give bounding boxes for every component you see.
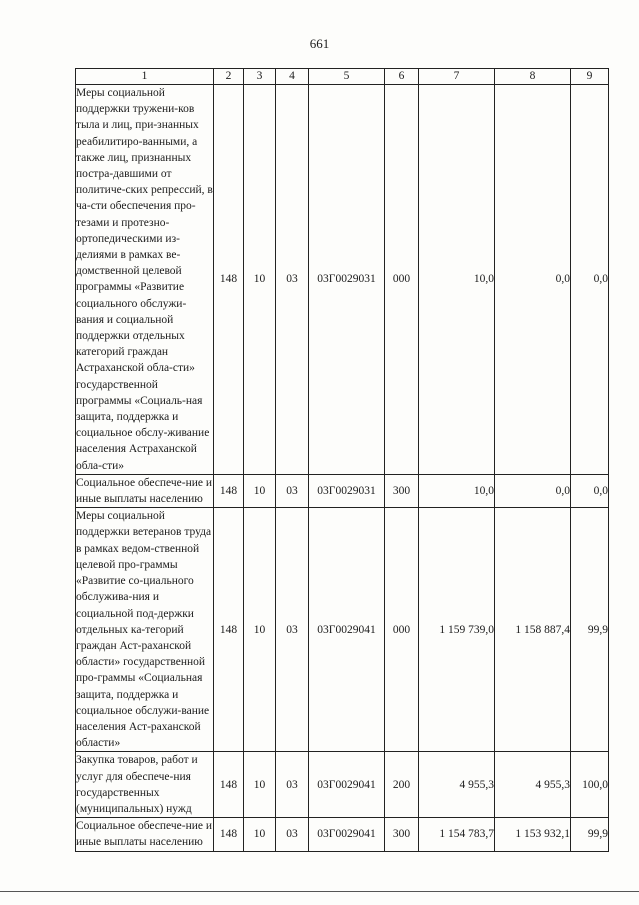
row-name-cell: Меры социальной поддержки ветеранов труда в рамках ведом-ственной целевой про-граммы «Развитие со-циального обслужива-ния и социальной под-держки отдельных ка-тегорий граждан Аст-раханской области» государственной про-граммы «Социальная защита, поддержка и социальное обслужи-вание населения Аст-раханской области»: [76, 508, 214, 752]
cell-subsection: 03: [276, 818, 309, 851]
cell-value-7: 10,0: [419, 474, 495, 507]
column-header: 4: [276, 69, 309, 85]
cell-subsection: 03: [276, 474, 309, 507]
cell-value-8: 1 153 932,1: [495, 818, 571, 851]
row-name-cell: Меры социальной поддержки тружени-ков тыла и лиц, при-знанных реабилитиро-ванными, а также лиц, признанных постра-давшими от политиче-ских репрессий, в ча-сти обеспечения про-тезами и протезно-ортопедическими из-делиями в рамках ве-домственной целевой программы «Развитие социального обслужи-вания и социальной поддержки отдельных категорий граждан Астраханской обла-сти» государственной программы «Социаль-ная защита, поддержка и социальное обслу-живание населения Астраханской обла-сти»: [76, 85, 214, 475]
cell-value-9: 0,0: [571, 474, 609, 507]
cell-section: 10: [244, 508, 276, 752]
cell-target-article: 03Г0029041: [309, 818, 385, 851]
cell-value-7: 1 159 739,0: [419, 508, 495, 752]
cell-value-7: 1 154 783,7: [419, 818, 495, 851]
cell-ministry-code: 148: [214, 818, 244, 851]
page-number: 661: [309, 36, 330, 51]
cell-value-9: 99,9: [571, 508, 609, 752]
header-row: [76, 69, 609, 85]
table-row: [76, 474, 609, 507]
cell-value-9: 0,0: [571, 85, 609, 475]
cell-target-article: 03Г0029031: [309, 85, 385, 475]
cell-subsection: 03: [276, 752, 309, 818]
cell-ministry-code: 148: [214, 474, 244, 507]
row-name-cell: Социальное обеспече-ние и иные выплаты населению: [76, 474, 214, 507]
cell-expense-type: 200: [385, 752, 419, 818]
budget-table: [75, 68, 609, 852]
cell-section: 10: [244, 474, 276, 507]
cell-expense-type: 300: [385, 474, 419, 507]
cell-target-article: 03Г0029041: [309, 752, 385, 818]
cell-section: 10: [244, 752, 276, 818]
cell-value-9: 99,9: [571, 818, 609, 851]
table-row: [76, 85, 609, 475]
row-name-cell: Закупка товаров, работ и услуг для обеспече-ния государственных (муниципальных) нужд: [76, 752, 214, 818]
cell-target-article: 03Г0029031: [309, 474, 385, 507]
row-name-cell: Социальное обеспече-ние и иные выплаты населению: [76, 818, 214, 851]
cell-ministry-code: 148: [214, 508, 244, 752]
cell-subsection: 03: [276, 85, 309, 475]
column-header: 8: [495, 69, 571, 85]
table-row: [76, 818, 609, 851]
cell-value-7: 10,0: [419, 85, 495, 475]
cell-expense-type: 000: [385, 508, 419, 752]
cell-value-8: 4 955,3: [495, 752, 571, 818]
cell-value-7: 4 955,3: [419, 752, 495, 818]
cell-ministry-code: 148: [214, 85, 244, 475]
cell-expense-type: 000: [385, 85, 419, 475]
cell-value-8: 0,0: [495, 85, 571, 475]
cell-value-8: 1 158 887,4: [495, 508, 571, 752]
cell-subsection: 03: [276, 508, 309, 752]
cell-section: 10: [244, 818, 276, 851]
page-bottom-divider: [0, 891, 639, 892]
cell-section: 10: [244, 85, 276, 475]
column-header: 3: [244, 69, 276, 85]
column-header: 9: [571, 69, 609, 85]
column-header: 6: [385, 69, 419, 85]
column-header: 1: [76, 69, 214, 85]
cell-ministry-code: 148: [214, 752, 244, 818]
table-row: [76, 752, 609, 818]
cell-expense-type: 300: [385, 818, 419, 851]
cell-value-8: 0,0: [495, 474, 571, 507]
cell-value-9: 100,0: [571, 752, 609, 818]
column-header: 7: [419, 69, 495, 85]
column-header: 5: [309, 69, 385, 85]
column-header: 2: [214, 69, 244, 85]
cell-target-article: 03Г0029041: [309, 508, 385, 752]
table-row: [76, 508, 609, 752]
